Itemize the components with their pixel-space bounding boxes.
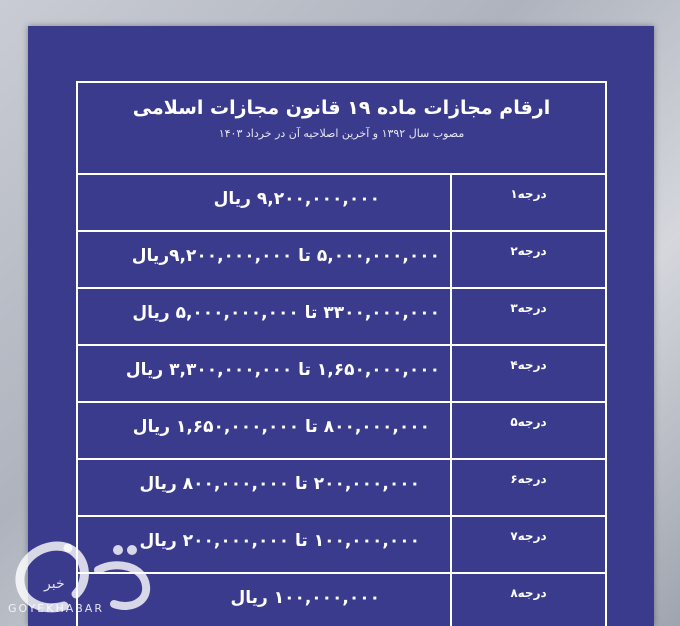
grade-cell: درجه۳ xyxy=(450,289,605,344)
amount-cell: ۸۰۰,۰۰۰,۰۰۰ تا ۱,۶۵۰,۰۰۰,۰۰۰ ریال xyxy=(132,417,430,437)
amount-cell: ۲۰۰,۰۰۰,۰۰۰ تا ۸۰۰,۰۰۰,۰۰۰ ریال xyxy=(139,474,420,494)
table-title: ارقام مجازات ماده ۱۹ قانون مجازات اسلامی xyxy=(132,97,551,119)
amount-cell: ۳۳۰۰,۰۰۰,۰۰۰ تا ۵,۰۰۰,۰۰۰,۰۰۰ ریال xyxy=(132,303,440,323)
grade-cell: درجه۵ xyxy=(450,403,605,458)
amount-cell: ۹,۲۰۰,۰۰۰,۰۰۰ ریال xyxy=(213,189,380,209)
grade-cell: درجه۶ xyxy=(450,460,605,515)
table-row xyxy=(78,460,605,517)
table-row xyxy=(78,403,605,460)
amount-cell: ۵,۰۰۰,۰۰۰,۰۰۰ تا ۹,۲۰۰,۰۰۰,۰۰۰ریال xyxy=(131,246,440,266)
amount-cell: ۱,۶۵۰,۰۰۰,۰۰۰ تا ۳,۳۰۰,۰۰۰,۰۰۰ ریال xyxy=(125,360,440,380)
table-subtitle: مصوب سال ۱۳۹۲ و آخرین اصلاحیه آن در خرداد ۱۴۰۳ xyxy=(218,127,465,140)
table-row xyxy=(78,232,605,289)
logo-brand-text: GOYEKHABAR xyxy=(8,602,104,615)
grade-cell: درجه۲ xyxy=(450,232,605,287)
amount-cell: ۱۰۰,۰۰۰,۰۰۰ ریال xyxy=(230,588,380,608)
grade-cell: درجه۸ xyxy=(450,574,605,626)
table-row xyxy=(78,346,605,403)
logo-script: خبر xyxy=(44,576,65,592)
table-header xyxy=(78,83,605,175)
grade-cell: درجه۴ xyxy=(450,346,605,401)
table-row xyxy=(78,289,605,346)
table-row xyxy=(78,175,605,232)
grade-cell: درجه۷ xyxy=(450,517,605,572)
amount-cell: ۱۰۰,۰۰۰,۰۰۰ تا ۲۰۰,۰۰۰,۰۰۰ ریال xyxy=(139,531,420,551)
grade-cell: درجه۱ xyxy=(450,175,605,230)
